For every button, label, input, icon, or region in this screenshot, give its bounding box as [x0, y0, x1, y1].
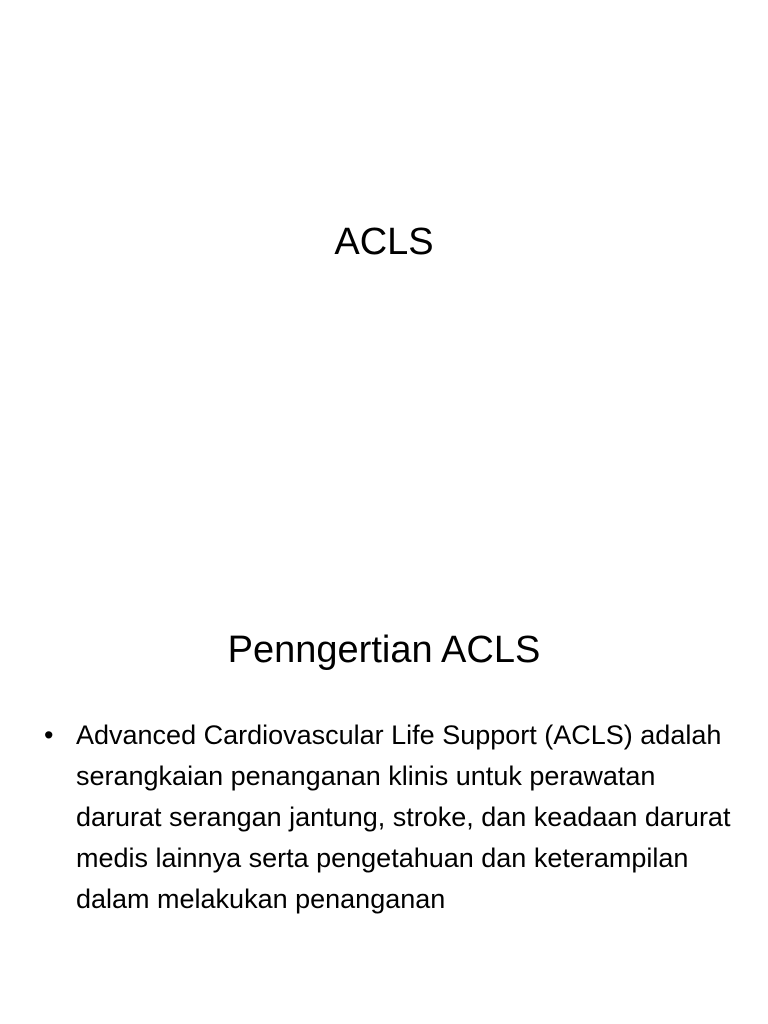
- slide-2: [0, 512, 768, 1024]
- bullet-list: [44, 715, 734, 920]
- bullet-text: Advanced Cardiovascular Life Support (ACLS) adalah serangkaian penanganan klinis untuk perawatan darurat serangan jantung, stroke, dan keadaan darurat medis lainnya serta pengetahuan dan keterampilan dalam melakukan penanganan: [76, 720, 731, 914]
- bullet-item: [44, 715, 734, 920]
- bullet-dot-icon: •: [44, 720, 54, 750]
- slide-1-title: ACLS: [334, 221, 434, 263]
- slide-2-title: Penngertian ACLS: [227, 629, 541, 671]
